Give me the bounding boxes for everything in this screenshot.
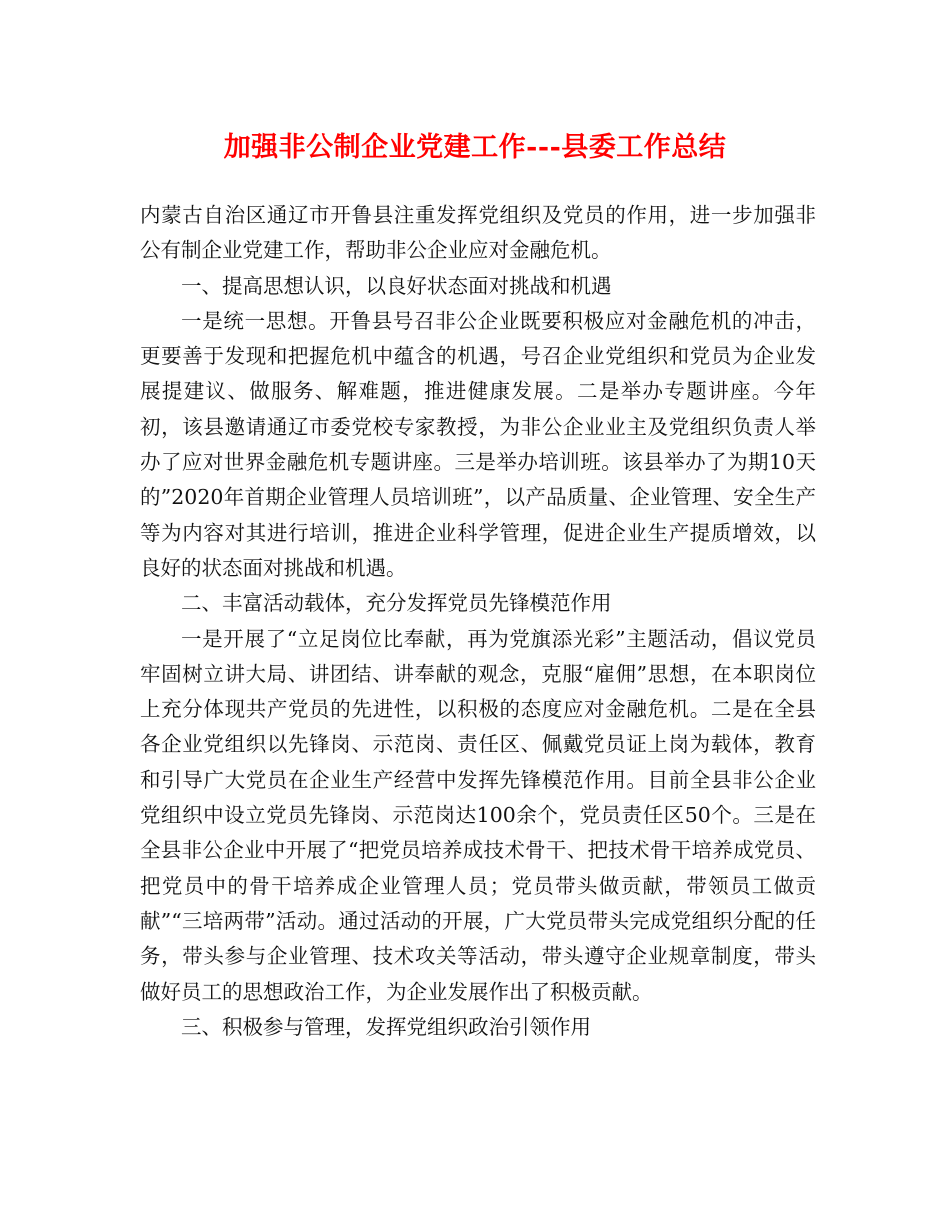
section-heading-2: 二、丰富活动载体，充分发挥党员先锋模范作用 (181, 591, 612, 616)
section-heading-3: 三、积极参与管理，发挥党组织政治引领作用 (181, 1014, 591, 1039)
document-title: 加强非公制企业党建工作---县委工作总结 (223, 132, 727, 163)
paragraph-section-1: 一是统一思想。开鲁县号召非公企业既要积极应对金融危机的冲击，更要善于发现和把握危机中蕴含的机遇，号召企业党组织和党员为企业发展提建议、做服务、解难题，推进健康发展。二是举办专题讲座。今年初，该县邀请通辽市委党校专家教授，为非公企业业主及党组织负责人举办了应对世界金融危机专题讲座。三是举办培训班。该县举办了为期10天的”2020年首期企业管理人员培训班”，以产品质量、企业管理、安全生产等为内容对其进行培训，推进企业科学管理，促进企业生产提质增效，以良好的状态面对挑战和机遇。 (140, 308, 816, 580)
section-heading-1: 一、提高思想认识，以良好状态面对挑战和机遇 (181, 273, 612, 298)
paragraph-section-2: 一是开展了“立足岗位比奉献，再为党旗添光彩”主题活动，倡议党员牢固树立讲大局、讲团结、讲奉献的观念，克服“雇佣”思想，在本职岗位上充分体现共产党员的先进性，以积极的态度应对金融危机。二是在全县各企业党组织以先锋岗、示范岗、责任区、佩戴党员证上岗为载体，教育和引导广大党员在企业生产经营中发挥先锋模范作用。目前全县非公企业党组织中设立党员先锋岗、示范岗达100余个，党员责任区50个。三是在全县非公企业中开展了“把党员培养成技术骨干、把技术骨干培养成党员、把党员中的骨干培养成企业管理人员；党员带头做贡献，带领员工做贡献”“三培两带”活动。通过活动的开展，广大党员带头完成党组织分配的任务，带头参与企业管理、技术攻关等活动，带头遵守企业规章制度，带头做好员工的思想政治工作，为企业发展作出了积极贡献。 (140, 626, 816, 1004)
document-body (140, 198, 816, 1045)
paragraph-intro: 内蒙古自治区通辽市开鲁县注重发挥党组织及党员的作用，进一步加强非公有制企业党建工作，帮助非公企业应对金融危机。 (140, 203, 816, 263)
